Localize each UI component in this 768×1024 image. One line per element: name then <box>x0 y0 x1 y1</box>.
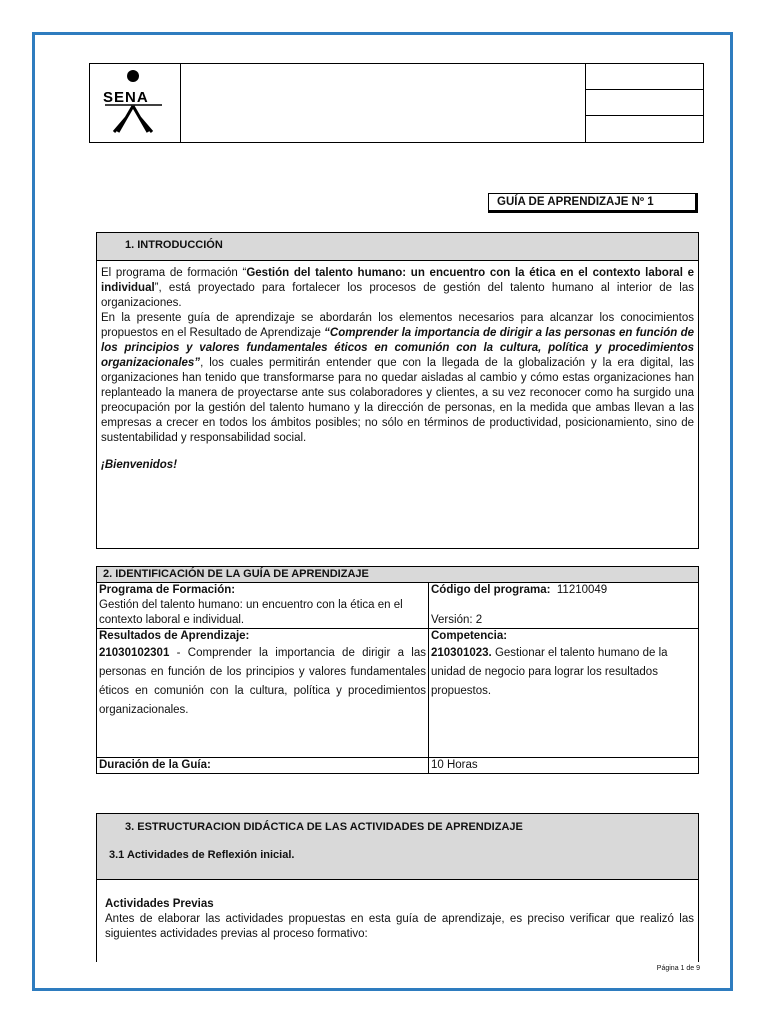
guide-title: GUÍA DE APRENDIZAJE Nº 1 <box>488 193 698 213</box>
intro-paragraph-1: El programa de formación “Gestión del talento humano: un encuentro con la ética en el contexto laboral e individual”, está proyectado para fortalecer los procesos de gestión del talento humano al interior de las organizaciones. <box>101 267 694 309</box>
welcome-text: ¡Bienvenidos! <box>101 459 178 471</box>
sena-logo <box>90 64 181 142</box>
intro-paragraph-2: En la presente guía de aprendizaje se abordarán los elementos necesarios para alcanzar los conocimientos propuestos en el Resultado de Aprendizaje “Comprender la importancia de dirigir a las personas en función de los principios y valores fundamentales éticos en comunión con la cultura, política y procedimientos organizacionales”, los cuales permitirán entender que con la llegada de la globalización y la era digital, las organizaciones han tenido que transformarse para no quedar aisladas al cambio y cómo estas organizaciones han replanteado la manera de proyectarse ante sus colaboradores y clientes, a su vez reconocer como ha surgido una preocupación por la gestión del talento humano y la dirección de personas, en la medida que ambas llevan a las empresas a crecer en todos los ámbitos posibles; no sólo en términos de productividad, posicionamiento, sino de sustentabilidad y responsabilidad social. <box>101 312 694 444</box>
intro-heading: 1. INTRODUCCIÓN <box>96 232 699 261</box>
header-meta-cell <box>586 116 703 142</box>
header-meta-cell <box>586 64 703 90</box>
duracion-label: Duración de la Guía: <box>97 758 429 774</box>
estruct-heading: 3. ESTRUCTURACION DIDÁCTICA DE LAS ACTIVIDADES DE APRENDIZAJE <box>96 813 699 843</box>
header-meta-cells <box>585 64 703 142</box>
ident-heading: 2. IDENTIFICACIÓN DE LA GUÍA DE APRENDIZAJE <box>97 567 699 583</box>
document-header <box>89 63 704 143</box>
resultados-cell: Resultados de Aprendizaje: 21030102301 - Comprender la importancia de dirigir a las personas en función de los principios y valores fundamentales éticos en comunión con la cultura, política y procedimientos organizacionales. <box>97 629 429 758</box>
prev-text: Antes de elaborar las actividades propuestas en esta guía de aprendizaje, es preciso verificar que realizó las siguientes actividades previas al proceso formativo: <box>105 913 694 940</box>
competencia-cell: Competencia: 210301023. Gestionar el talento humano de la unidad de negocio para lograr los resultados propuestos. <box>429 629 699 758</box>
codigo-cell: Código del programa: 11210049 Versión: 2 <box>429 583 699 629</box>
programa-cell: Programa de Formación: Gestión del talento humano: un encuentro con la ética en el contexto laboral e individual. <box>97 583 429 629</box>
duracion-value: 10 Horas <box>429 758 699 774</box>
logo-text: SENA <box>103 89 149 106</box>
estruct-subheading: 3.1 Actividades de Reflexión inicial. <box>96 842 699 880</box>
prev-title: Actividades Previas <box>105 898 214 910</box>
header-meta-cell <box>586 90 703 116</box>
page-number: Página 1 de 9 <box>656 965 700 972</box>
identification-table <box>96 566 699 774</box>
intro-body <box>96 260 699 549</box>
sena-logo-graphic <box>90 64 180 142</box>
previous-activities <box>96 879 699 962</box>
